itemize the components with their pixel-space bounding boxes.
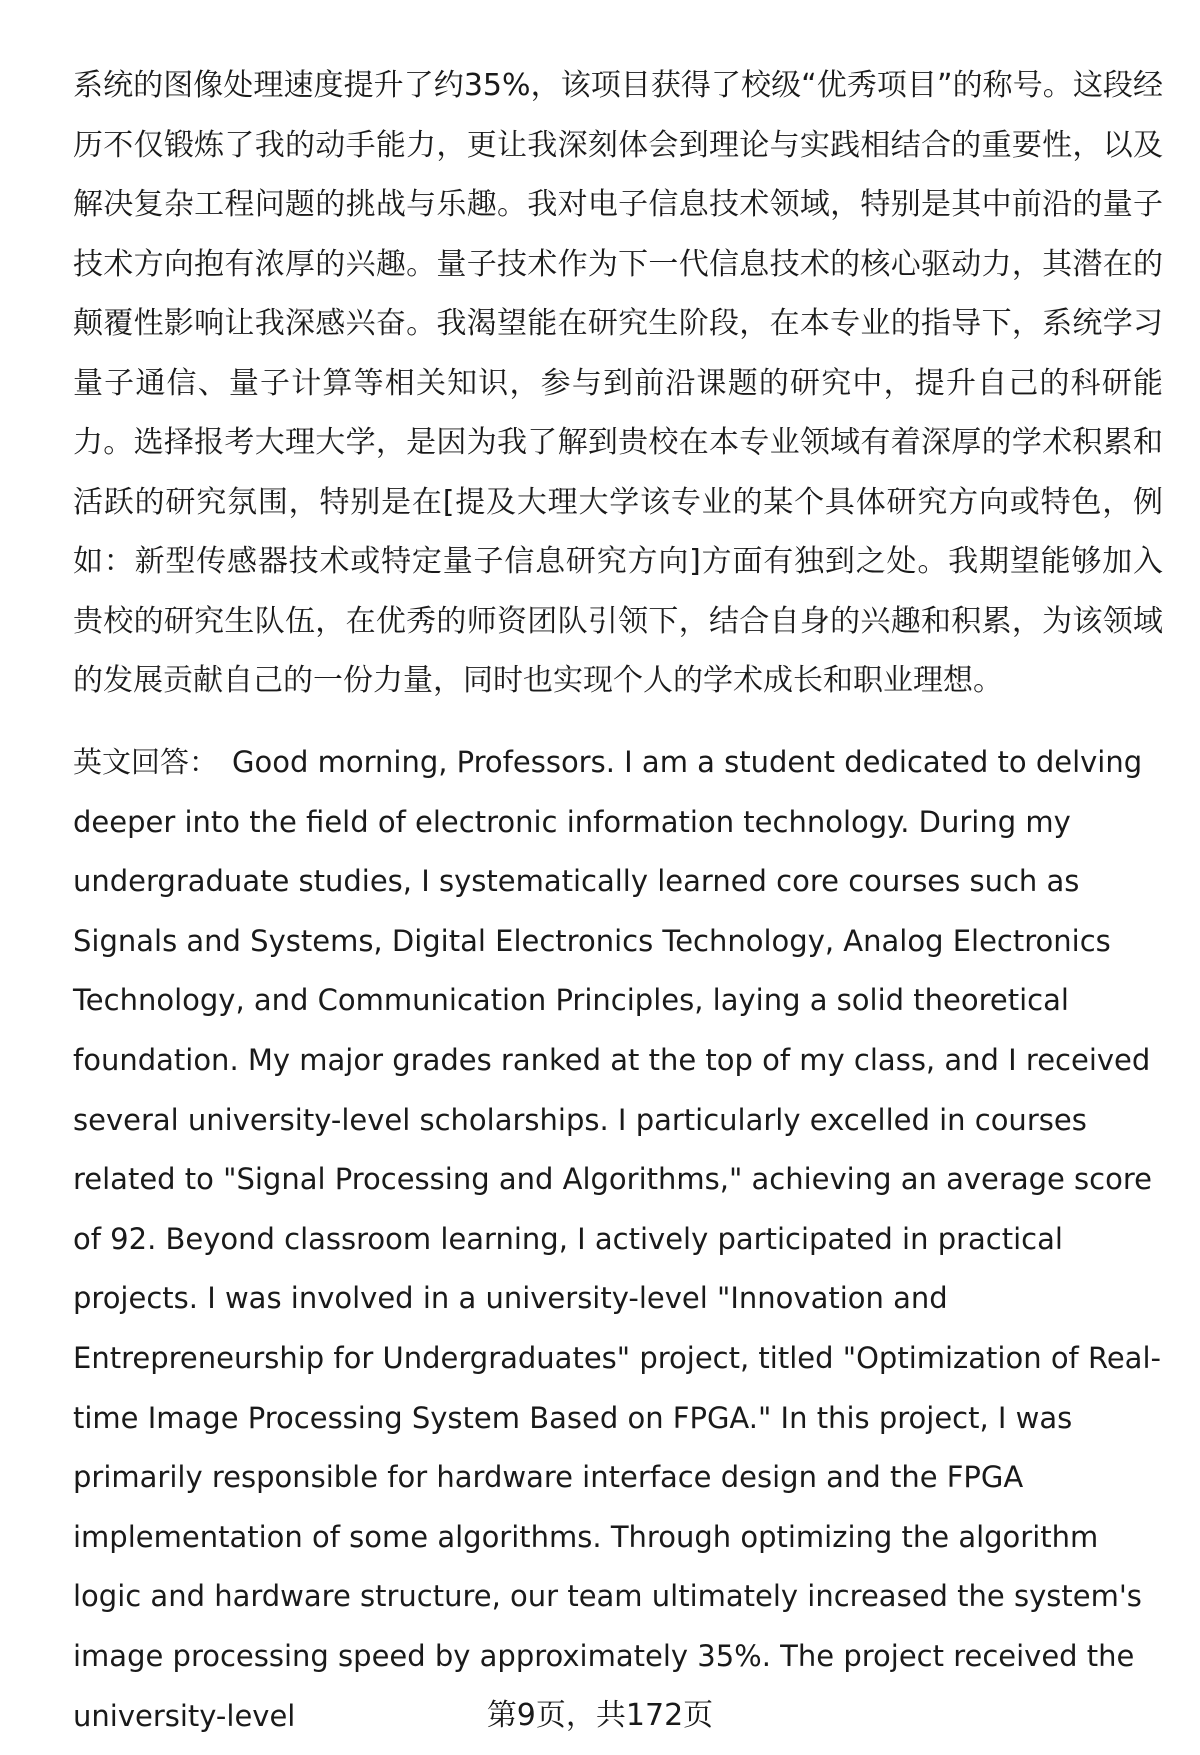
english-answer-text: Good morning, Professors. I am a student dedicated to delving deeper into the field of electronic information technology. During my undergraduate studies, I systematically learned core courses such as Signals and Systems, Digital Electronics Technology, Analog Electronics Technology, and Communication Principles, laying a solid theoretical foundation. My major grades ranked at the top of my class, and I received several university-level scholarships. I particularly excelled in courses related to "Signal Processing and Algorithms," achieving an average score of 92. Beyond classroom learning, I actively participated in practical projects. I was involved in a university-level "Innovation and Entrepreneurship for Undergraduates" project, titled "Optimization of Real-time Image Processing System Based on FPGA." In this project, I was primarily responsible for hardware interface design and the FPGA implementation of some algorithms. Through optimizing the algorithm logic and hardware structure, our team ultimately increased the system's image processing speed by approximately 35%. The project received the university-level bbox=[73, 745, 1161, 1733]
chinese-answer-paragraph: 系统的图像处理速度提升了约35%，该项目获得了校级“优秀项目”的称号。这段经历不仅锻炼了我的动手能力，更让我深刻体会到理论与实践相结合的重要性，以及解决复杂工程问题的挑战与乐趣。我对电子信息技术领域，特别是其中前沿的量子技术方向抱有浓厚的兴趣。量子技术作为下一代信息技术的核心驱动力，其潜在的颠覆性影响让我深感兴奋。我渴望能在研究生阶段，在本专业的指导下，系统学习量子通信、量子计算等相关知识，参与到前沿课题的研究中，提升自己的科研能力。选择报考大理大学，是因为我了解到贵校在本专业领域有着深厚的学术积累和活跃的研究氛围，特别是在[提及大理大学该专业的某个具体研究方向或特色，例如：新型传感器技术或特定量子信息研究方向]方面有独到之处。我期望能够加入贵校的研究生队伍，在优秀的师资团队引领下，结合自身的兴趣和积累，为该领域的发展贡献自己的一份力量，同时也实现个人的学术成长和职业理想。 bbox=[73, 68, 1163, 698]
page-number-footer: 第9页，共172页 bbox=[486, 1698, 714, 1733]
english-answer-label: 英文回答： bbox=[73, 745, 219, 779]
english-answer-paragraph bbox=[73, 733, 1163, 1746]
